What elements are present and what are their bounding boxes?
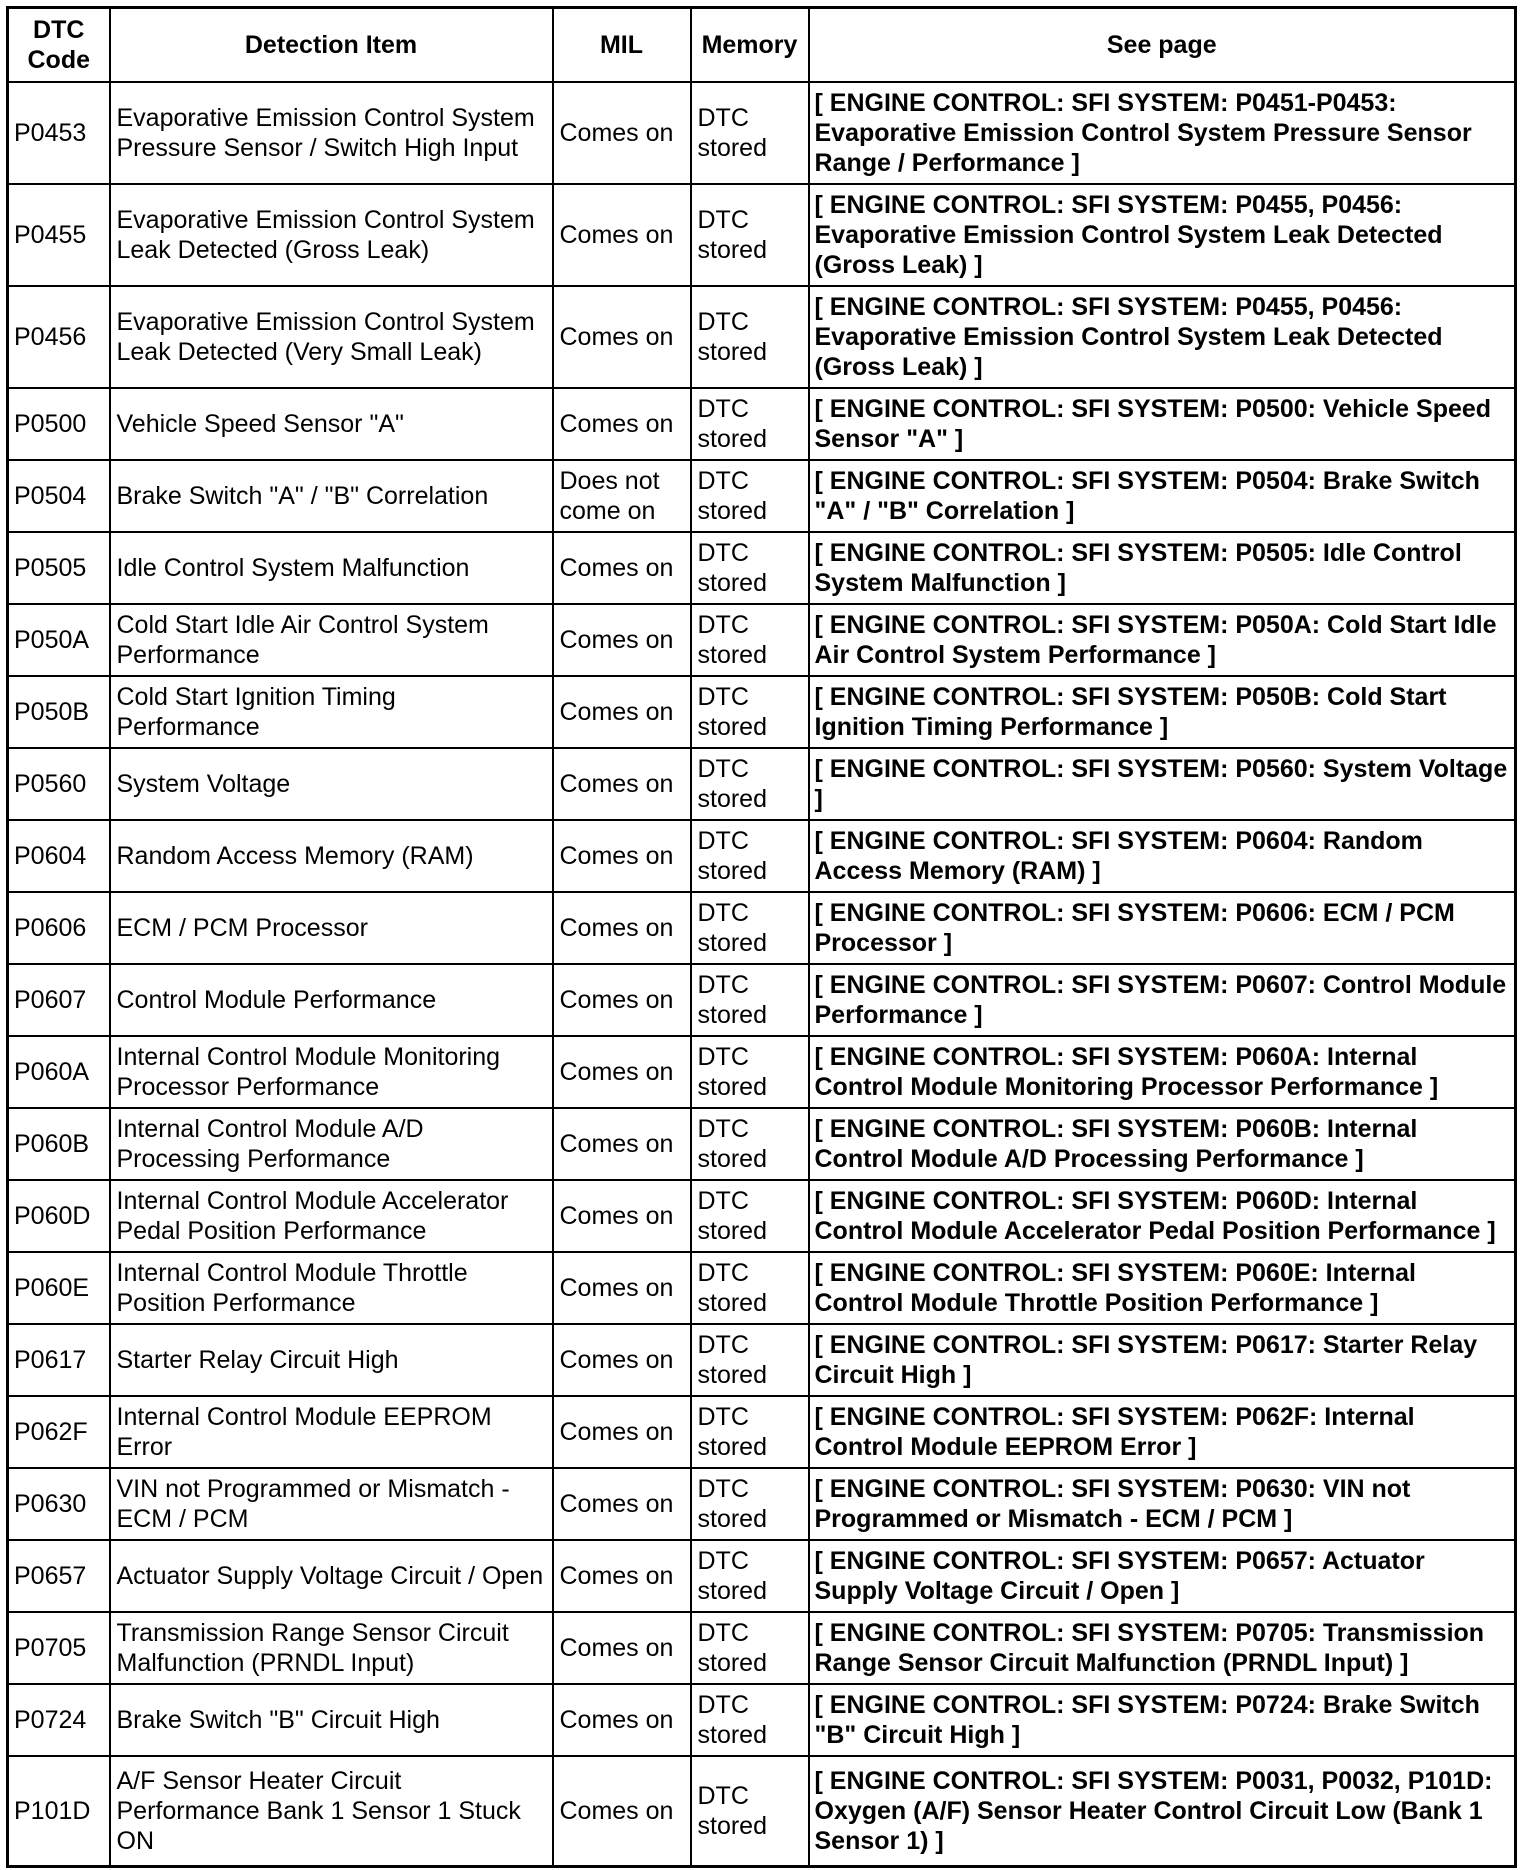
detection-item: System Voltage — [110, 748, 553, 820]
mil-status: Comes on — [553, 1180, 691, 1252]
detection-item: Evaporative Emission Control System Leak Detected (Gross Leak) — [110, 184, 553, 286]
see-page-link[interactable]: [ ENGINE CONTROL: SFI SYSTEM: P0630: VIN not Programmed or Mismatch - ECM / PCM ] — [809, 1468, 1516, 1540]
memory-status: DTC stored — [691, 1108, 809, 1180]
memory-status: DTC stored — [691, 676, 809, 748]
dtc-code: P0504 — [8, 460, 110, 532]
detection-item: Control Module Performance — [110, 964, 553, 1036]
table-row — [8, 1036, 1516, 1108]
header-memory: Memory — [691, 8, 809, 83]
table-row — [8, 1756, 1516, 1867]
mil-status: Comes on — [553, 1252, 691, 1324]
see-page-link[interactable]: [ ENGINE CONTROL: SFI SYSTEM: P0604: Random Access Memory (RAM) ] — [809, 820, 1516, 892]
see-page-link[interactable]: [ ENGINE CONTROL: SFI SYSTEM: P060E: Internal Control Module Throttle Position Performance ] — [809, 1252, 1516, 1324]
memory-status: DTC stored — [691, 1684, 809, 1756]
detection-item: Random Access Memory (RAM) — [110, 820, 553, 892]
detection-item: Vehicle Speed Sensor "A" — [110, 388, 553, 460]
table-row — [8, 604, 1516, 676]
see-page-link[interactable]: [ ENGINE CONTROL: SFI SYSTEM: P0455, P0456: Evaporative Emission Control System Leak Detected (Gross Leak) ] — [809, 184, 1516, 286]
detection-item: Internal Control Module Accelerator Pedal Position Performance — [110, 1180, 553, 1252]
memory-status: DTC stored — [691, 1756, 809, 1867]
detection-item: Internal Control Module Throttle Position Performance — [110, 1252, 553, 1324]
mil-status: Comes on — [553, 748, 691, 820]
table-row — [8, 892, 1516, 964]
see-page-link[interactable]: [ ENGINE CONTROL: SFI SYSTEM: P062F: Internal Control Module EEPROM Error ] — [809, 1396, 1516, 1468]
detection-item: ECM / PCM Processor — [110, 892, 553, 964]
memory-status: DTC stored — [691, 388, 809, 460]
table-row — [8, 184, 1516, 286]
mil-status: Comes on — [553, 286, 691, 388]
mil-status: Comes on — [553, 964, 691, 1036]
see-page-link[interactable]: [ ENGINE CONTROL: SFI SYSTEM: P0504: Brake Switch "A" / "B" Correlation ] — [809, 460, 1516, 532]
memory-status: DTC stored — [691, 1036, 809, 1108]
see-page-link[interactable]: [ ENGINE CONTROL: SFI SYSTEM: P050A: Cold Start Idle Air Control System Performance ] — [809, 604, 1516, 676]
detection-item: Brake Switch "A" / "B" Correlation — [110, 460, 553, 532]
dtc-code: P060E — [8, 1252, 110, 1324]
detection-item: Idle Control System Malfunction — [110, 532, 553, 604]
see-page-link[interactable]: [ ENGINE CONTROL: SFI SYSTEM: P0617: Starter Relay Circuit High ] — [809, 1324, 1516, 1396]
see-page-link[interactable]: [ ENGINE CONTROL: SFI SYSTEM: P0455, P0456: Evaporative Emission Control System Leak Detected (Gross Leak) ] — [809, 286, 1516, 388]
table-row — [8, 1324, 1516, 1396]
dtc-code: P0657 — [8, 1540, 110, 1612]
memory-status: DTC stored — [691, 184, 809, 286]
table-row — [8, 82, 1516, 184]
memory-status: DTC stored — [691, 748, 809, 820]
detection-item: Internal Control Module EEPROM Error — [110, 1396, 553, 1468]
table-row — [8, 1684, 1516, 1756]
detection-item: Internal Control Module A/D Processing Performance — [110, 1108, 553, 1180]
memory-status: DTC stored — [691, 1396, 809, 1468]
mil-status: Comes on — [553, 82, 691, 184]
see-page-link[interactable]: [ ENGINE CONTROL: SFI SYSTEM: P0500: Vehicle Speed Sensor "A" ] — [809, 388, 1516, 460]
header-mil: MIL — [553, 8, 691, 83]
dtc-code: P060B — [8, 1108, 110, 1180]
detection-item: Actuator Supply Voltage Circuit / Open — [110, 1540, 553, 1612]
see-page-link[interactable]: [ ENGINE CONTROL: SFI SYSTEM: P0657: Actuator Supply Voltage Circuit / Open ] — [809, 1540, 1516, 1612]
see-page-link[interactable]: [ ENGINE CONTROL: SFI SYSTEM: P050B: Cold Start Ignition Timing Performance ] — [809, 676, 1516, 748]
dtc-code: P0500 — [8, 388, 110, 460]
detection-item: Cold Start Ignition Timing Performance — [110, 676, 553, 748]
dtc-code: P050B — [8, 676, 110, 748]
table-row — [8, 676, 1516, 748]
mil-status: Comes on — [553, 1468, 691, 1540]
dtc-table — [6, 6, 1517, 1868]
table-row — [8, 1108, 1516, 1180]
table-row — [8, 1468, 1516, 1540]
mil-status: Comes on — [553, 388, 691, 460]
table-row — [8, 1540, 1516, 1612]
dtc-code: P050A — [8, 604, 110, 676]
dtc-code: P0455 — [8, 184, 110, 286]
header-dtc-code: DTC Code — [8, 8, 110, 83]
dtc-code: P060A — [8, 1036, 110, 1108]
mil-status: Comes on — [553, 676, 691, 748]
detection-item: Starter Relay Circuit High — [110, 1324, 553, 1396]
see-page-link[interactable]: [ ENGINE CONTROL: SFI SYSTEM: P0505: Idle Control System Malfunction ] — [809, 532, 1516, 604]
see-page-link[interactable]: [ ENGINE CONTROL: SFI SYSTEM: P0607: Control Module Performance ] — [809, 964, 1516, 1036]
dtc-code: P0604 — [8, 820, 110, 892]
detection-item: VIN not Programmed or Mismatch - ECM / PCM — [110, 1468, 553, 1540]
memory-status: DTC stored — [691, 964, 809, 1036]
table-row — [8, 1396, 1516, 1468]
dtc-code: P0505 — [8, 532, 110, 604]
dtc-code: P0617 — [8, 1324, 110, 1396]
dtc-code: P0630 — [8, 1468, 110, 1540]
table-row — [8, 460, 1516, 532]
table-header-row — [8, 8, 1516, 83]
dtc-code: P0560 — [8, 748, 110, 820]
memory-status: DTC stored — [691, 286, 809, 388]
memory-status: DTC stored — [691, 532, 809, 604]
dtc-code: P0705 — [8, 1612, 110, 1684]
mil-status: Comes on — [553, 1540, 691, 1612]
table-row — [8, 286, 1516, 388]
memory-status: DTC stored — [691, 1252, 809, 1324]
table-row — [8, 820, 1516, 892]
mil-status: Comes on — [553, 1324, 691, 1396]
detection-item: Transmission Range Sensor Circuit Malfunction (PRNDL Input) — [110, 1612, 553, 1684]
table-row — [8, 748, 1516, 820]
header-detection-item: Detection Item — [110, 8, 553, 83]
mil-status: Comes on — [553, 820, 691, 892]
detection-item: Brake Switch "B" Circuit High — [110, 1684, 553, 1756]
dtc-code: P0453 — [8, 82, 110, 184]
memory-status: DTC stored — [691, 1180, 809, 1252]
memory-status: DTC stored — [691, 82, 809, 184]
memory-status: DTC stored — [691, 1468, 809, 1540]
mil-status: Comes on — [553, 1756, 691, 1867]
header-see-page: See page — [809, 8, 1516, 83]
see-page-link[interactable]: [ ENGINE CONTROL: SFI SYSTEM: P0560: System Voltage ] — [809, 748, 1516, 820]
memory-status: DTC stored — [691, 460, 809, 532]
mil-status: Comes on — [553, 604, 691, 676]
dtc-code: P060D — [8, 1180, 110, 1252]
see-page-link[interactable]: [ ENGINE CONTROL: SFI SYSTEM: P060D: Internal Control Module Accelerator Pedal Position Performance ] — [809, 1180, 1516, 1252]
mil-status: Comes on — [553, 184, 691, 286]
mil-status: Comes on — [553, 1108, 691, 1180]
memory-status: DTC stored — [691, 1324, 809, 1396]
see-page-link[interactable]: [ ENGINE CONTROL: SFI SYSTEM: P0606: ECM / PCM Processor ] — [809, 892, 1516, 964]
see-page-link[interactable]: [ ENGINE CONTROL: SFI SYSTEM: P0451-P0453: Evaporative Emission Control System Pressure Sensor Range / Performance ] — [809, 82, 1516, 184]
dtc-code: P0456 — [8, 286, 110, 388]
table-row — [8, 388, 1516, 460]
dtc-code: P0606 — [8, 892, 110, 964]
dtc-code: P062F — [8, 1396, 110, 1468]
mil-status: Comes on — [553, 532, 691, 604]
dtc-code: P0724 — [8, 1684, 110, 1756]
mil-status: Does not come on — [553, 460, 691, 532]
table-row — [8, 1180, 1516, 1252]
mil-status: Comes on — [553, 892, 691, 964]
table-row — [8, 532, 1516, 604]
memory-status: DTC stored — [691, 604, 809, 676]
detection-item: Evaporative Emission Control System Pressure Sensor / Switch High Input — [110, 82, 553, 184]
see-page-link[interactable]: [ ENGINE CONTROL: SFI SYSTEM: P0724: Brake Switch "B" Circuit High ] — [809, 1684, 1516, 1756]
memory-status: DTC stored — [691, 820, 809, 892]
table-row — [8, 1252, 1516, 1324]
detection-item: Internal Control Module Monitoring Processor Performance — [110, 1036, 553, 1108]
mil-status: Comes on — [553, 1612, 691, 1684]
dtc-code: P101D — [8, 1756, 110, 1867]
mil-status: Comes on — [553, 1396, 691, 1468]
see-page-link[interactable]: [ ENGINE CONTROL: SFI SYSTEM: P060A: Internal Control Module Monitoring Processor Performance ] — [809, 1036, 1516, 1108]
mil-status: Comes on — [553, 1036, 691, 1108]
detection-item: A/F Sensor Heater Circuit Performance Bank 1 Sensor 1 Stuck ON — [110, 1756, 553, 1867]
memory-status: DTC stored — [691, 1540, 809, 1612]
see-page-link[interactable]: [ ENGINE CONTROL: SFI SYSTEM: P0705: Transmission Range Sensor Circuit Malfunction (PRNDL Input) ] — [809, 1612, 1516, 1684]
detection-item: Evaporative Emission Control System Leak Detected (Very Small Leak) — [110, 286, 553, 388]
see-page-link[interactable]: [ ENGINE CONTROL: SFI SYSTEM: P0031, P0032, P101D: Oxygen (A/F) Sensor Heater Control Circuit Low (Bank 1 Sensor 1) ] — [809, 1756, 1516, 1867]
table-row — [8, 964, 1516, 1036]
memory-status: DTC stored — [691, 1612, 809, 1684]
mil-status: Comes on — [553, 1684, 691, 1756]
memory-status: DTC stored — [691, 892, 809, 964]
detection-item: Cold Start Idle Air Control System Performance — [110, 604, 553, 676]
dtc-code: P0607 — [8, 964, 110, 1036]
table-row — [8, 1612, 1516, 1684]
dtc-table-container — [6, 6, 1517, 1868]
see-page-link[interactable]: [ ENGINE CONTROL: SFI SYSTEM: P060B: Internal Control Module A/D Processing Performance ] — [809, 1108, 1516, 1180]
